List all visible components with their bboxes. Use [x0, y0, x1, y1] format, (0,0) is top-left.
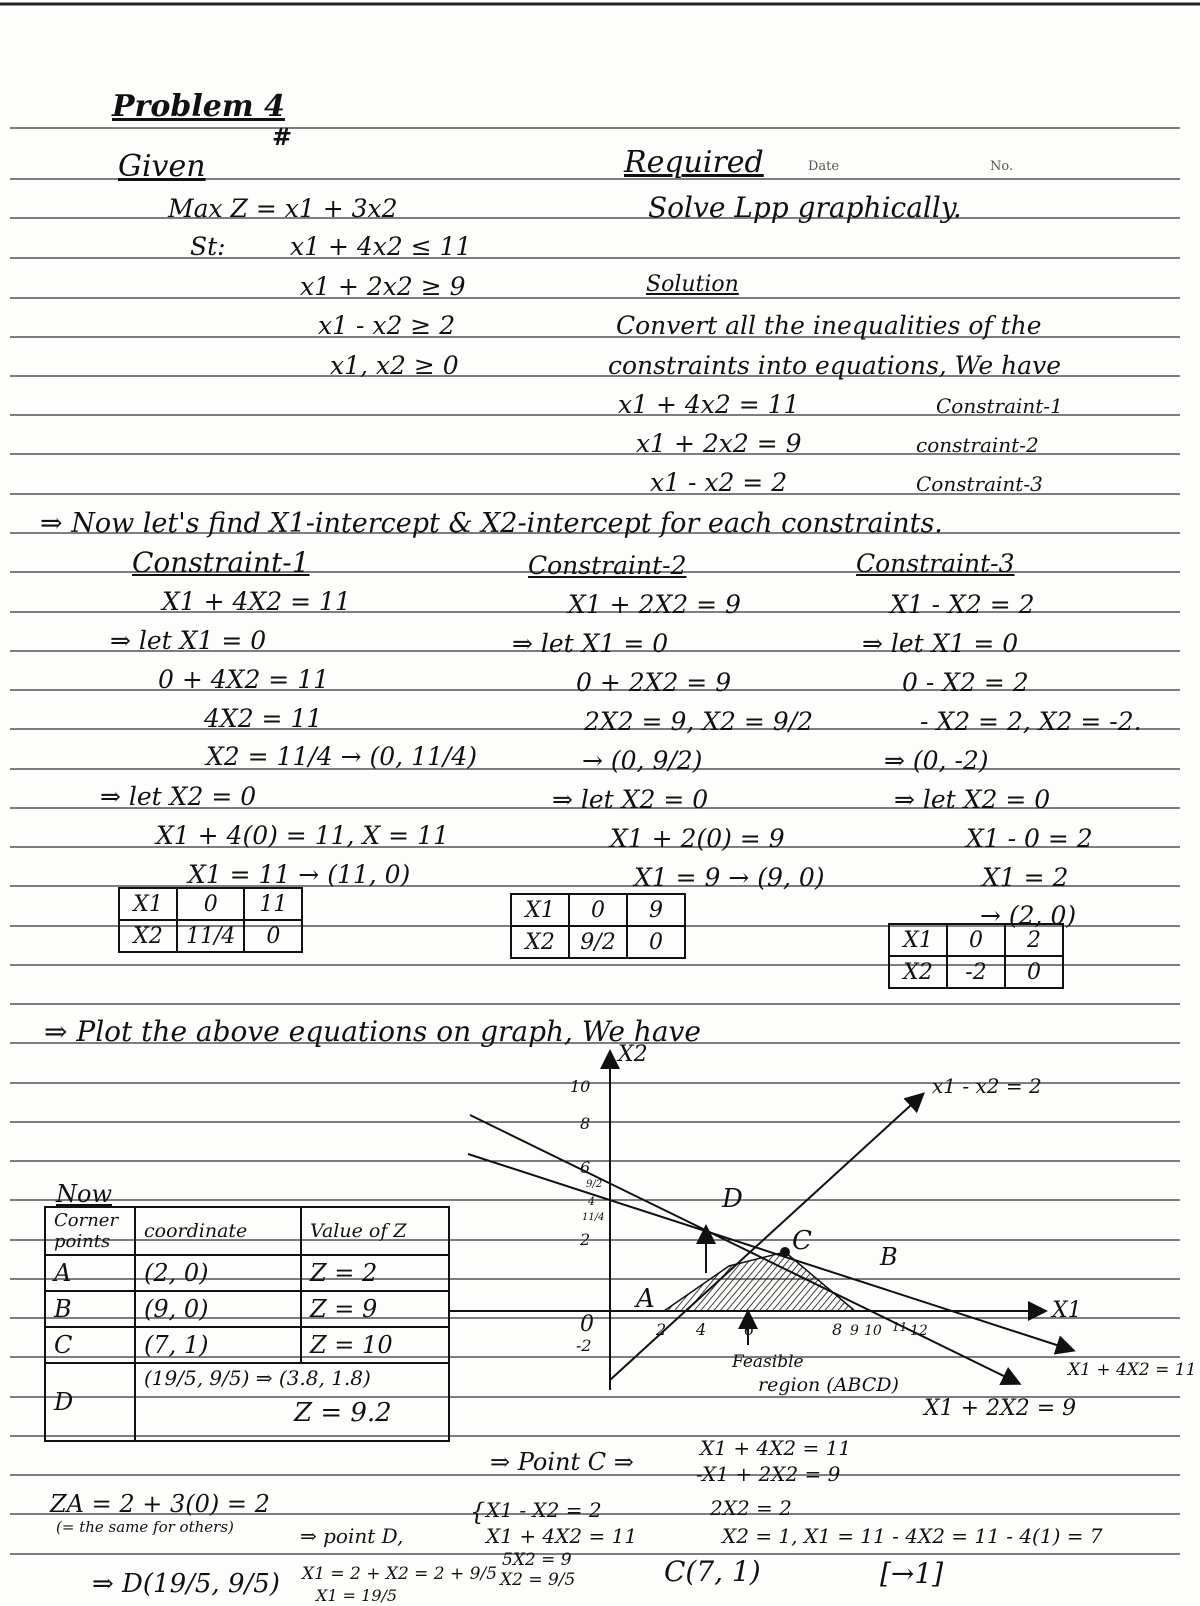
- x-tick: 12: [910, 1323, 928, 1339]
- line-label: X1 + 2X2 = 9: [924, 1396, 1077, 1421]
- c2-intercept-table: [510, 893, 686, 959]
- required-label: Required: [624, 145, 764, 180]
- equation: x1 - x2 = 2: [650, 468, 788, 497]
- c2-line: X1 + 2(0) = 9: [610, 824, 785, 853]
- table-row: [119, 888, 302, 920]
- c-equation: -X1 + 2X2 = 9: [696, 1462, 841, 1486]
- table-row: [45, 1327, 449, 1363]
- header-cell: coordinate: [135, 1207, 301, 1255]
- c1-line: X2 = 11/4 → (0, 11/4): [206, 742, 477, 771]
- y-tick: 6: [580, 1158, 591, 1177]
- table-cell: X1: [511, 894, 569, 926]
- point-c-dot: [780, 1247, 790, 1257]
- line-label: x1 - x2 = 2: [932, 1074, 1042, 1098]
- table-cell: 0: [627, 926, 685, 958]
- solution-intro: constraints into equations, We have: [608, 351, 1061, 380]
- table-cell: 0: [244, 920, 302, 952]
- c1-line: X1 + 4(0) = 11, X = 11: [156, 821, 449, 850]
- x-tick: 9: [850, 1323, 859, 1339]
- table-row: [889, 924, 1063, 956]
- table-cell: X2: [119, 920, 177, 952]
- equation-tag: Constraint-3: [916, 472, 1043, 496]
- d-result: ⇒ D(19/5, 9/5): [92, 1569, 280, 1599]
- c1-line: X1 + 4X2 = 11: [162, 587, 351, 616]
- table-cell: 0: [569, 894, 627, 926]
- plot-intro: ⇒ Plot the above equations on graph, We have: [44, 1015, 701, 1048]
- table-cell: (7, 1): [135, 1327, 301, 1363]
- point-label-d: D: [722, 1184, 743, 1214]
- table-cell: D: [45, 1363, 135, 1441]
- table-row: [889, 956, 1063, 988]
- table-cell: B: [45, 1291, 135, 1327]
- d-equation: 5X2 = 9: [502, 1550, 572, 1570]
- y-tick: -2: [576, 1336, 592, 1355]
- c2-title: Constraint-2: [528, 551, 687, 580]
- c3-line: ⇒ (0, -2): [884, 746, 989, 775]
- c1-intercept-table: [118, 887, 303, 953]
- table-row: [511, 894, 685, 926]
- table-cell: A: [45, 1255, 135, 1291]
- given-constraint: x1, x2 ≥ 0: [330, 351, 459, 380]
- c1-line: 0 + 4X2 = 11: [158, 665, 330, 694]
- table-row: [45, 1291, 449, 1327]
- c3-line: → (2, 0): [980, 901, 1077, 930]
- table-cell: 9/2: [569, 926, 627, 958]
- c3-line: ⇒ let X1 = 0: [862, 629, 1019, 658]
- table-cell: Z = 9: [301, 1291, 449, 1327]
- c1-line: ⇒ let X1 = 0: [110, 626, 267, 655]
- x-tick: 4: [696, 1320, 707, 1339]
- y-tick-small: 4: [588, 1195, 595, 1208]
- origin-label: 0: [580, 1312, 594, 1337]
- table-cell: 11: [244, 888, 302, 920]
- c3-line: X1 - 0 = 2: [966, 824, 1093, 853]
- solution-intro: Convert all the inequalities of the: [616, 311, 1042, 340]
- c3-line: X1 = 2: [982, 863, 1069, 892]
- table-cell: (2, 0): [135, 1255, 301, 1291]
- c2-line: 0 + 2X2 = 9: [576, 668, 732, 697]
- table-cell: 9: [627, 894, 685, 926]
- c2-line: 2X2 = 9, X2 = 9/2: [584, 707, 814, 736]
- table-cell: 11/4: [177, 920, 244, 952]
- table-row: [119, 920, 302, 952]
- st-label: St:: [190, 232, 226, 261]
- required-text: Solve Lpp graphically.: [648, 191, 962, 224]
- header-cell: Corner points: [45, 1207, 135, 1255]
- solution-label: Solution: [646, 272, 739, 297]
- table-cell: X2: [889, 956, 947, 988]
- d-value: Z = 9.2: [294, 1398, 392, 1428]
- table-row: [511, 926, 685, 958]
- x-tick: 11: [892, 1320, 908, 1334]
- y-tick-small: 9/2: [586, 1179, 603, 1190]
- table-row: [45, 1363, 449, 1441]
- table-cell: X1: [119, 888, 177, 920]
- c3-intercept-table: [888, 923, 1064, 989]
- table-cell: Z = 10: [301, 1327, 449, 1363]
- date-label: Date: [808, 159, 840, 174]
- table-cell: C: [45, 1327, 135, 1363]
- c-work: X2 = 1, X1 = 11 - 4X2 = 11 - 4(1) = 7: [722, 1524, 1103, 1548]
- table-cell: 2: [1005, 924, 1063, 956]
- point-label-c: C: [792, 1226, 812, 1256]
- same-note: (= the same for others): [56, 1518, 234, 1536]
- equation: x1 + 4x2 = 11: [618, 390, 800, 419]
- y-tick: 10: [570, 1077, 591, 1096]
- header-cell: Value of Z: [301, 1207, 449, 1255]
- c1-line: X1 = 11 → (11, 0): [188, 860, 411, 889]
- table-cell: 0: [177, 888, 244, 920]
- c2-line: ⇒ let X1 = 0: [512, 629, 669, 658]
- table-cell: 0: [1005, 956, 1063, 988]
- y-tick: 8: [580, 1114, 591, 1133]
- c3-title: Constraint-3: [856, 549, 1015, 578]
- now-label: Now: [56, 1180, 112, 1208]
- intercepts-intro: ⇒ Now let's find X1-intercept & X2-intercept for each constraints.: [40, 508, 943, 539]
- feasible-region: [664, 1252, 855, 1311]
- y-axis-label: X2: [618, 1042, 648, 1067]
- y-tick-small: 11/4: [582, 1212, 605, 1223]
- objective: Max Z = x1 + 3x2: [168, 194, 398, 223]
- d-equation: X1 - X2 = 2: [486, 1498, 602, 1522]
- table-cell: [135, 1363, 449, 1441]
- brace: {: [470, 1498, 486, 1526]
- feasible-label: region (ABCD): [758, 1374, 899, 1396]
- c-equation: X1 + 4X2 = 11: [700, 1436, 852, 1460]
- c-work: 2X2 = 2: [710, 1496, 792, 1520]
- d-x1-calc: X1 = 19/5: [316, 1586, 398, 1605]
- line-label: X1 + 4X2 = 11: [1068, 1360, 1197, 1380]
- d-equation: X2 = 9/5: [500, 1570, 576, 1590]
- table-cell: Z = 2: [301, 1255, 449, 1291]
- equation: x1 + 2x2 = 9: [636, 429, 802, 458]
- c2-line: ⇒ let X2 = 0: [552, 785, 709, 814]
- x-axis-label: X1: [1052, 1298, 1082, 1323]
- given-label: Given: [118, 149, 206, 184]
- c1-title: Constraint-1: [132, 546, 310, 579]
- c2-line: → (0, 9/2): [582, 746, 703, 775]
- point-d-label: ⇒ point D,: [300, 1524, 404, 1548]
- za-calc: ZA = 2 + 3(0) = 2: [50, 1490, 270, 1518]
- d-coordinate: (19/5, 9/5) ⇒ (3.8, 1.8): [144, 1366, 371, 1390]
- equation-tag: constraint-2: [916, 433, 1039, 457]
- no-label: No.: [990, 159, 1014, 174]
- c3-line: 0 - X2 = 2: [902, 668, 1029, 697]
- table-cell: -2: [947, 956, 1005, 988]
- equation-tag: Constraint-1: [936, 394, 1063, 418]
- constraint-1-line: [468, 1154, 1072, 1350]
- c3-line: - X2 = 2, X2 = -2.: [920, 707, 1142, 736]
- table-header-row: [45, 1207, 449, 1255]
- d-equation: X1 + 4X2 = 11: [486, 1524, 638, 1548]
- c3-line: X1 - X2 = 2: [890, 590, 1035, 619]
- c1-line: 4X2 = 11: [204, 704, 323, 733]
- point-label-a: A: [636, 1284, 655, 1314]
- lpp-graph: [440, 1042, 1197, 1425]
- d-x1-calc: X1 = 2 + X2 = 2 + 9/5: [302, 1564, 498, 1584]
- table-cell: (9, 0): [135, 1291, 301, 1327]
- boxed-note: [→1]: [880, 1557, 944, 1590]
- x-tick: 8: [832, 1320, 843, 1339]
- x-tick: 6: [744, 1320, 755, 1339]
- table-row: [45, 1255, 449, 1291]
- point-c-label: ⇒ Point C ⇒: [490, 1448, 634, 1476]
- given-constraint: x1 + 4x2 ≤ 11: [290, 232, 472, 261]
- constraint-2-line: [470, 1115, 1018, 1383]
- given-constraint: x1 - x2 ≥ 2: [318, 311, 456, 340]
- y-tick: 2: [580, 1230, 591, 1249]
- c1-line: ⇒ let X2 = 0: [100, 782, 257, 811]
- c-result: C(7, 1): [664, 1555, 761, 1588]
- corner-point-table: [44, 1206, 450, 1442]
- c2-line: X1 = 9 → (9, 0): [634, 863, 825, 892]
- point-label-b: B: [880, 1243, 898, 1271]
- x-tick: 10: [864, 1323, 882, 1339]
- problem-title: Problem 4: [112, 89, 285, 124]
- feasible-label: Feasible: [732, 1352, 804, 1372]
- table-cell: X1: [889, 924, 947, 956]
- c2-line: X1 + 2X2 = 9: [568, 590, 741, 619]
- x-tick: 2: [656, 1320, 667, 1339]
- title-mark: #: [272, 122, 293, 151]
- given-constraint: x1 + 2x2 ≥ 9: [300, 272, 466, 301]
- c3-line: ⇒ let X2 = 0: [894, 785, 1051, 814]
- table-cell: 0: [947, 924, 1005, 956]
- table-cell: X2: [511, 926, 569, 958]
